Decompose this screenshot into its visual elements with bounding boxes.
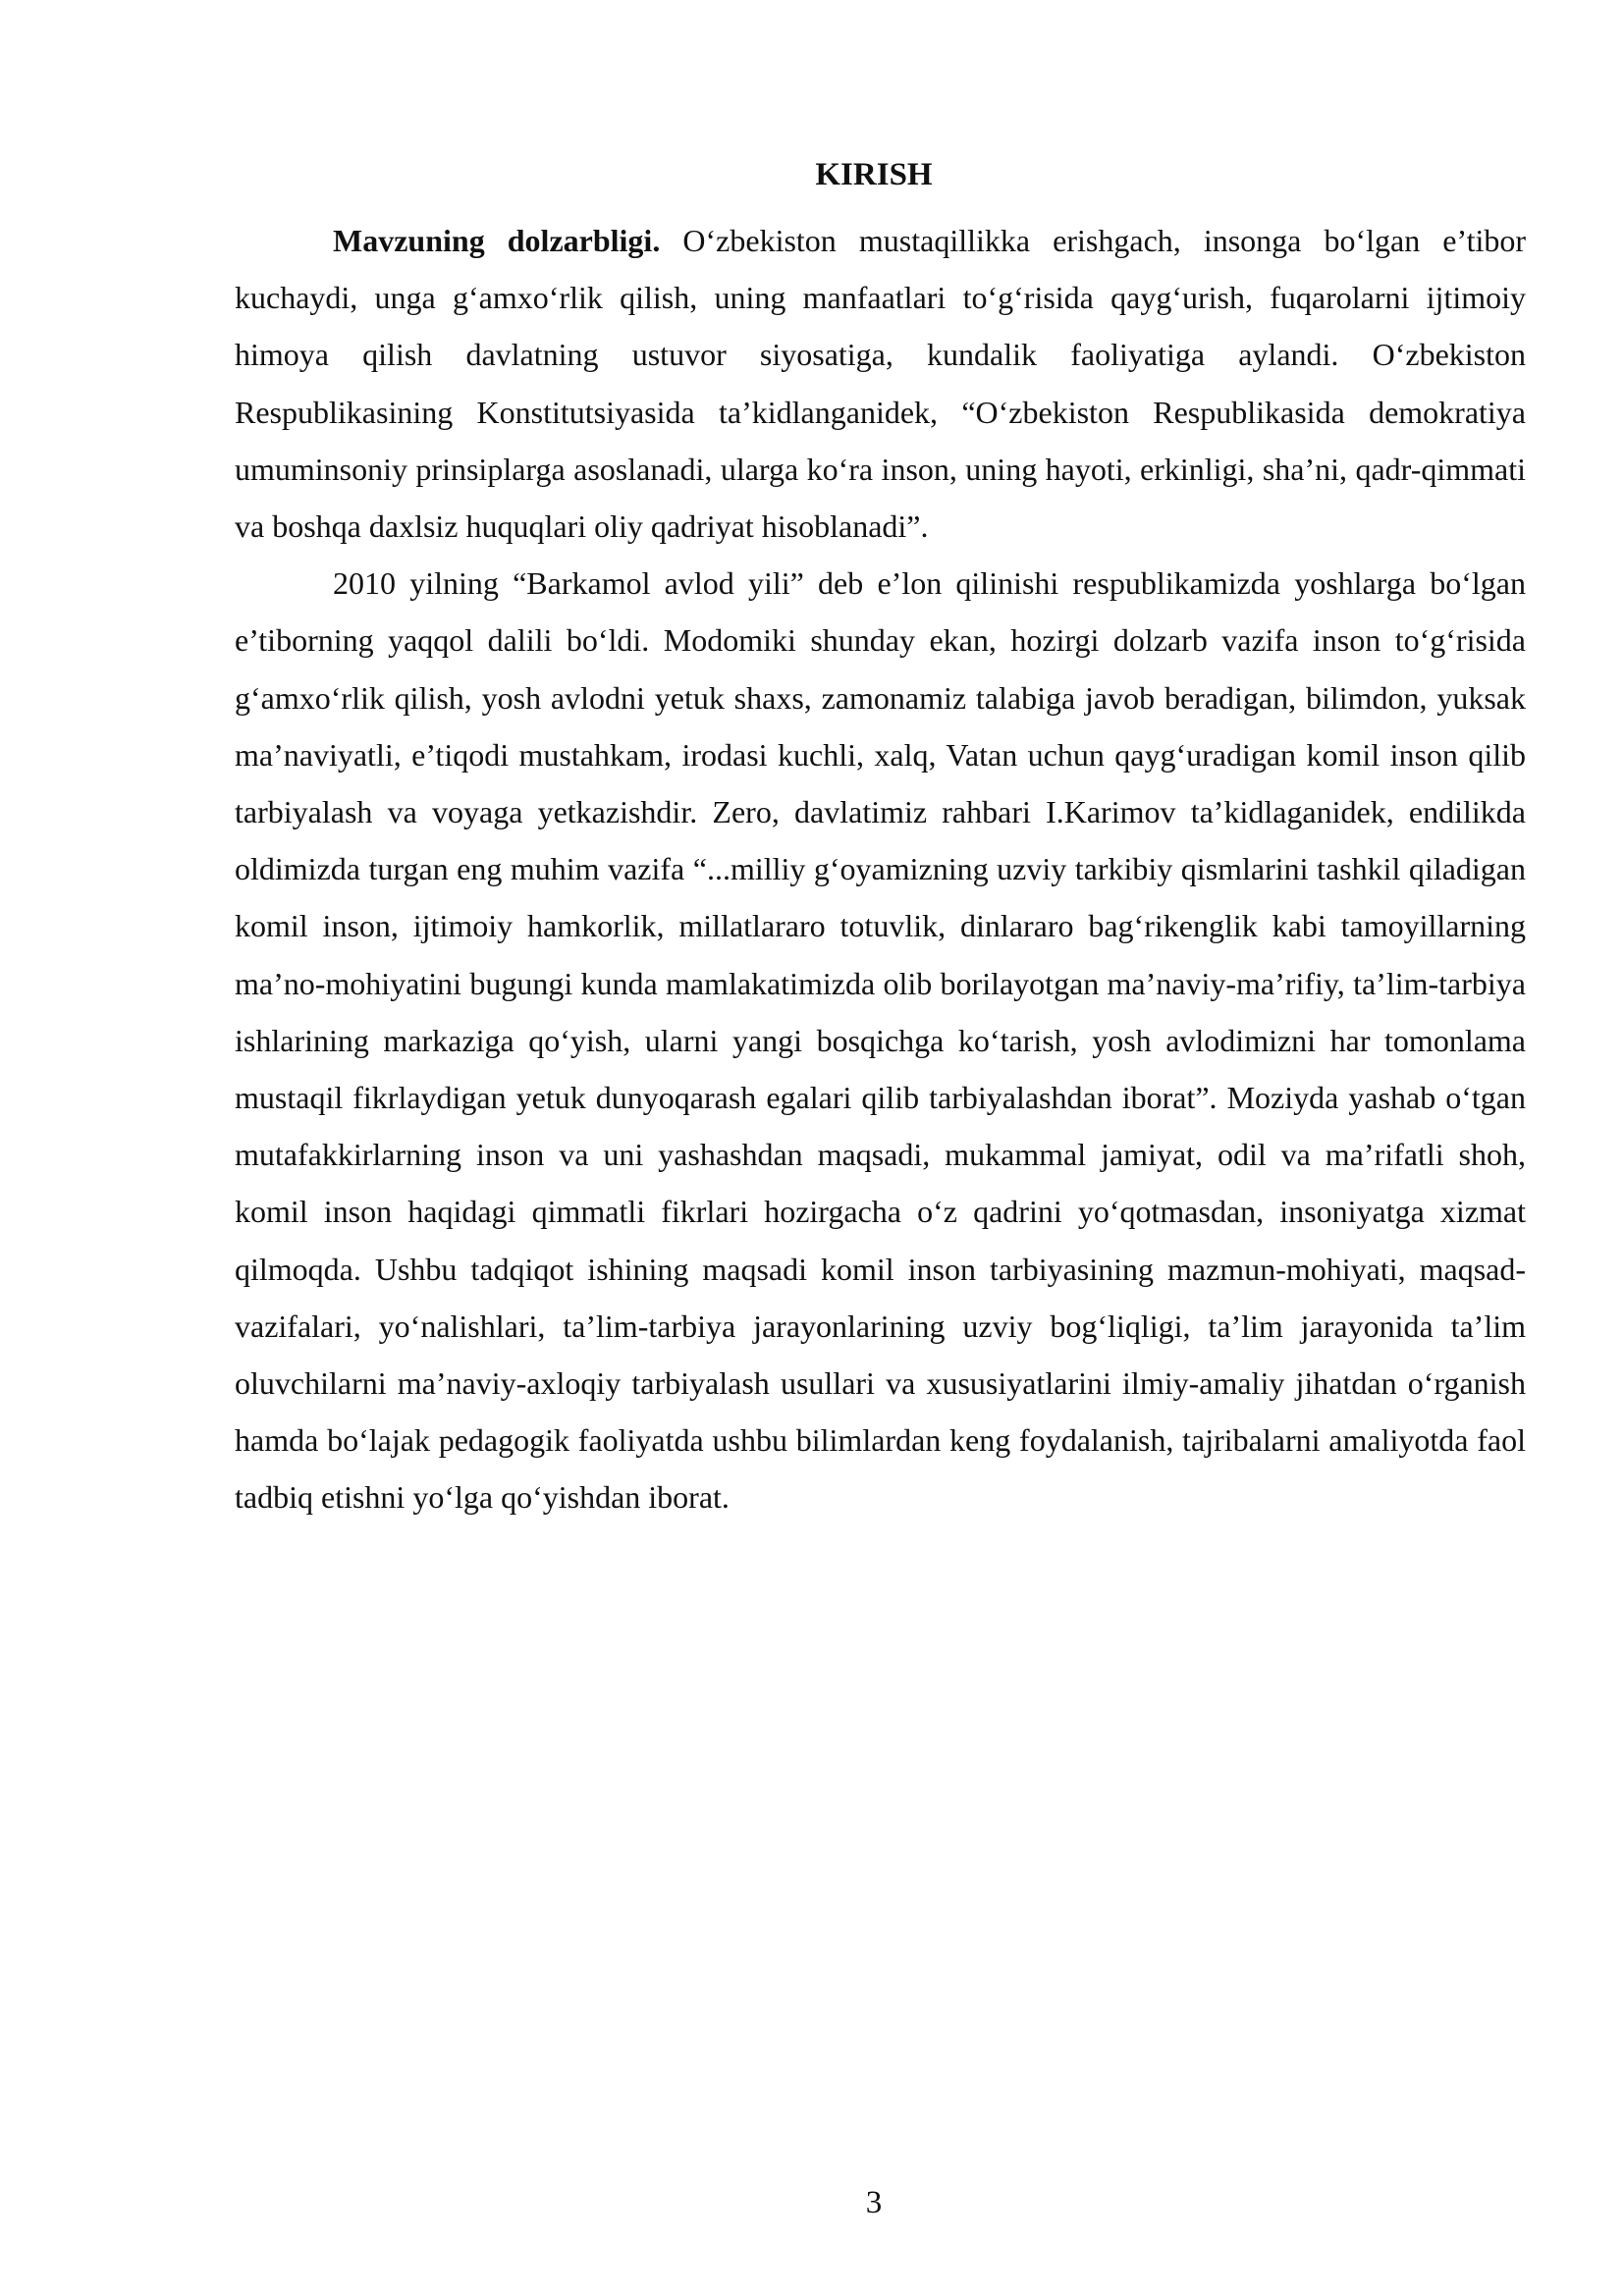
page-number: 3 [865,2185,883,2220]
paragraph-text: 2010 yilning “Barkamol avlod yili” deb e’lon qilinishi respublikamizda yoshlarga bo‘lgan e’tiborning yaqqol dalili bo‘ldi. Modomiki shunday ekan, hozirgi dolzarb vazifa inson to‘g‘risida g‘amxo‘rlik qilish, yosh avlodni yetuk shaxs, zamonamiz talabiga javob beradigan, bilimdon, yuksak ma’naviyatli, e’tiqodi mustahkam, irodasi kuchli, xalq, Vatan uchun qayg‘uradigan komil inson qilib tarbiyalash va voyaga yetkazishdir. Zero, davlatimiz rahbari I.Karimov ta’kidlaganidek, endilikda oldimizda turgan eng muhim vazifa “...milliy g‘oyamizning uzviy tarkibiy qismlarini tashkil qiladigan komil inson, ijtimoiy hamkorlik, millatlararo totuvlik, dinlararo bag‘rikenglik kabi tamoyillarning ma’no-mohiyatini bugungi kunda mamlakatimizda olib borilayotgan ma’naviy-ma’rifiy, ta’lim-tarbiya ishlarining markaziga qo‘yish, ularni yangi bosqichga ko‘tarish, yosh avlodimizni har tomonlama mustaqil fikrlaydigan yetuk dunyoqarash egalari qilib tarbiyalashdan iborat”. Moziyda yashab o‘tgan mutafakkirlarning inson va uni yashashdan maqsadi, mukammal jamiyat, odil va ma’rifatli shoh, komil inson haqidagi qimmatli fikrlari hozirgacha o‘z qadrini yo‘qotmasdan, insoniyatga xizmat qilmoqda. Ushbu tadqiqot ishining maqsadi komil inson tarbiyasining mazmun-mohiyati, maqsad-vazifalari, yo‘nalishlari, ta’lim-tarbiya jarayonlarining uzviy bog‘liqligi, ta’lim jarayonida ta’lim oluvchilarni ma’naviy-axloqiy tarbiyalash usullari va xususiyatlarini ilmiy-amaliy jihatdan o‘rganish hamda bo‘lajak pedagogik faoliyatda ushbu bilimlardan keng foydalanish, tajribalarni amaliyotda faol tadbiq etishni yo‘lga qo‘yishdan iborat. [235,565,1526,1516]
paragraph-relevance [235,212,1526,555]
section-heading: KIRISH [815,157,933,192]
body-text [235,212,1526,1526]
paragraph-text: O‘zbekiston mustaqillikka erishgach, insonga bo‘lgan e’tibor kuchaydi, unga g‘amxo‘rlik qilish, uning manfaatlari to‘g‘risida qayg‘urish, fuqarolarni ijtimoiy himoya qilish davlatning ustuvor siyosatiga, kundalik faoliyatiga aylandi. O‘zbekiston Respublikasining Konstitutsiyasida ta’kidlanganidek, “O‘zbekiston Respublikasida demokratiya umuminsoniy prinsiplarga asoslanadi, ularga ko‘ra inson, uning hayoti, erkinligi, sha’ni, qadr-qimmati va boshqa daxlsiz huquqlari oliy qadriyat hisoblanadi”. [235,223,1527,545]
paragraph-lead: Mavzuning dolzarbligi. [333,223,661,258]
paragraph-barkamol-avlod [235,555,1526,1525]
